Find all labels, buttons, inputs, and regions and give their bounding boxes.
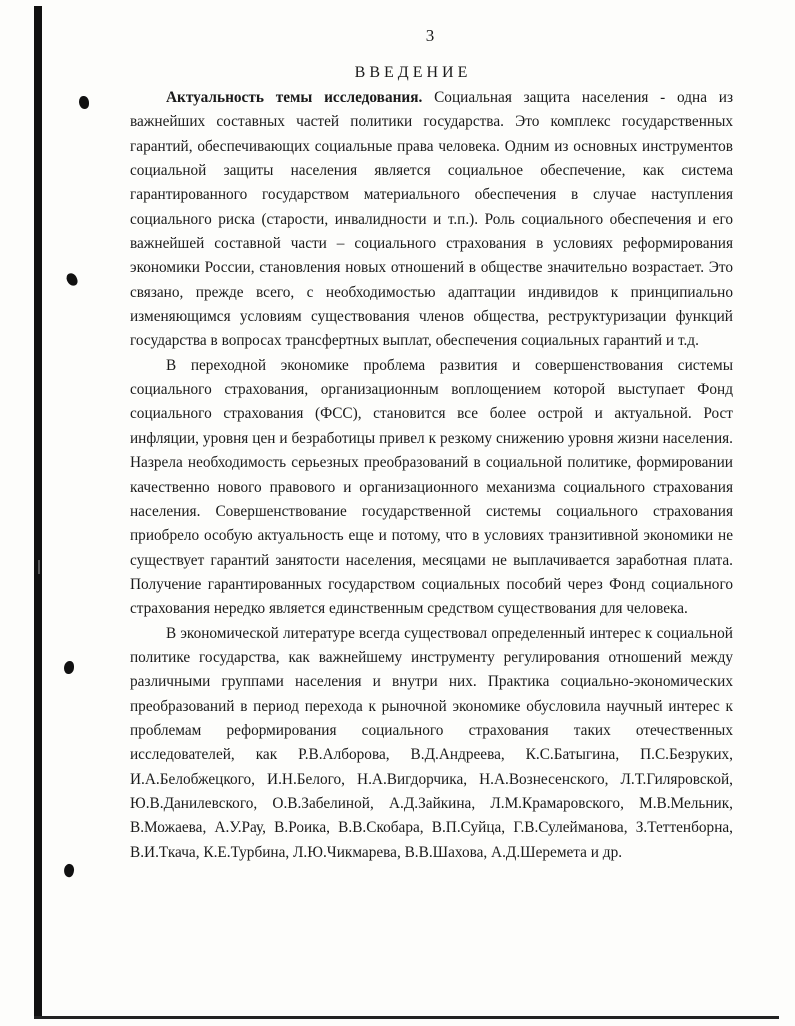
paragraph-2: В переходной экономике проблема развития и совершенствования системы социального страхования, организационным воплощением которой выступает Фонд социального страхования (ФСС), становится все более острой и актуальной. Рост инфляции, уровня цен и безработицы привел к резкому снижению уровня жизни населения. Назрела необходимость серьезных преобразований в социальной политике, формировании качественно нового правового и организационного механизма социального страхования населения. Совершенствование государственной системы социального страхования приобрело особую актуальность еще и потому, что в условиях транзитивной экономики не существует гарантий занятости населения, месяцами не выплачивается заработная плата. Получение гарантированных государством социальных пособий через Фонд социального страхования нередко является единственным средством существования для человека. — [130, 356, 733, 618]
margin-mark — [79, 96, 89, 109]
section-heading: ВВЕДЕНИЕ — [354, 64, 472, 81]
margin-mark — [64, 661, 74, 674]
scan-artifact — [38, 560, 40, 574]
scan-edge-left — [34, 6, 42, 1018]
page-number: 3 — [425, 26, 435, 45]
paragraph-text: Социальная защита населения - одна из важнейших составных частей политики государства. Это комплекс государственных гарантий, обеспечивающих социальные права человека. Одним из основных инструментов социальной защиты населения является социальное обеспечение, как система гарантированного государством материального обеспечения в случае наступления социального риска (старости, инвалидности и т.п.). Роль социального обеспечения и его важнейшей составной части – социального страхования в условиях реформирования экономики России, становления новых отношений в обществе значительно возрастает. Это связано, прежде всего, с необходимостью адаптации индивидов к принципиально изменяющимся условиям существования членов общества, реструктуризации функций государства в вопросах трансфертных выплат, обеспечения социальных гарантий и т.д. — [130, 89, 733, 350]
paragraph-lead: Актуальность темы исследования. — [166, 89, 423, 106]
margin-mark — [62, 863, 75, 878]
paragraph-1 — [130, 86, 733, 354]
paragraph-3: В экономической литературе всегда существовал определенный интерес к социальной политике государства, как важнейшему инструменту регулирования отношений между различными группами населения и внутри них. Практика социально-экономических преобразований в период перехода к рыночной экономике обусловила научный интерес к проблемам реформирования социального страхования таких отечественных исследователей, как Р.В.Алборова, В.Д.Андреева, К.С.Батыгина, П.С.Безруких, И.А.Белобжецкого, И.Н.Белого, Н.А.Вигдорчика, Н.А.Вознесенского, Л.Т.Гиляровской, Ю.В.Данилевского, О.В.Забелиной, А.Д.Зайкина, Л.М.Крамаровского, М.В.Мельник, В.Можаева, А.У.Рау, В.Роика, В.В.Скобара, В.П.Суйца, Г.В.Сулейманова, З.Теттенборна, В.И.Ткача, К.Е.Турбина, Л.Ю.Чикмарева, В.В.Шахова, А.Д.Шеремета и др. — [130, 624, 733, 861]
margin-mark — [65, 272, 79, 288]
body-text — [130, 86, 733, 865]
scan-edge-bottom — [34, 1016, 779, 1019]
